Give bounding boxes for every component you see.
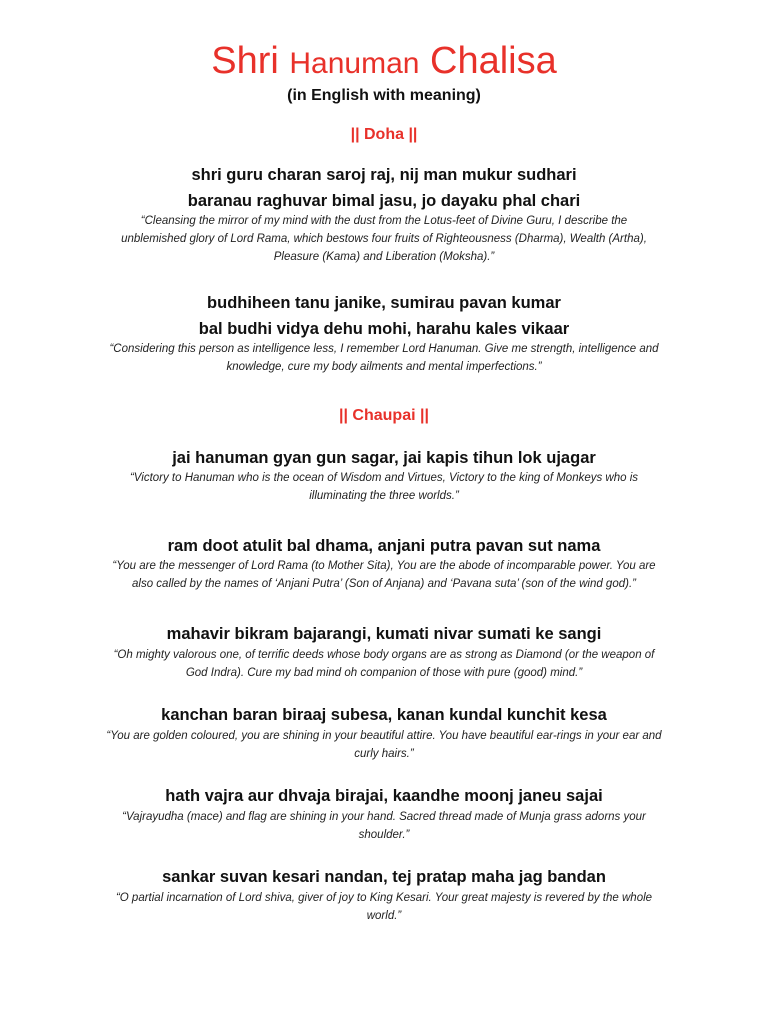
chaupai-2-meaning-line-2: also called by the names of ‘Anjani Putra’ (Son of Anjana) and ‘Pavana suta’ (son of the wind god).”: [132, 578, 636, 590]
title-word-hanuman: Hanuman: [289, 47, 420, 80]
title-word-chalisa: Chalisa: [430, 40, 557, 82]
chaupai-4-meaning-line-2: curly hairs.”: [354, 748, 414, 760]
doha-1-line-1: shri guru charan saroj raj, nij man mukur sudhari: [191, 166, 577, 184]
section-heading-doha: || Doha ||: [350, 126, 418, 143]
title-word-shri: Shri: [211, 40, 279, 82]
doha-2-line-1: budhiheen tanu janike, sumirau pavan kumar: [207, 294, 561, 312]
chaupai-5-meaning-line-2: shoulder.”: [358, 829, 410, 841]
doha-1-meaning-line-3: Pleasure (Kama) and Liberation (Moksha).”: [273, 251, 495, 263]
chaupai-4-line: kanchan baran biraaj subesa, kanan kundal kunchit kesa: [161, 706, 607, 724]
page-subtitle: (in English with meaning): [287, 87, 481, 104]
page-title: [40, 38, 728, 87]
section-heading-chaupai: || Chaupai ||: [339, 407, 429, 424]
chaupai-3-meaning-line-1: “Oh mighty valorous one, of terrific deeds whose body organs are as strong as Diamond (or the weapon of: [113, 649, 655, 661]
chaupai-3-line: mahavir bikram bajarangi, kumati nivar sumati ke sangi: [166, 625, 602, 643]
chaupai-2-line: ram doot atulit bal dhama, anjani putra pavan sut nama: [167, 537, 601, 555]
chaupai-5-line: hath vajra aur dhvaja birajai, kaandhe moonj janeu sajai: [165, 787, 603, 805]
chaupai-1-line: jai hanuman gyan gun sagar, jai kapis tihun lok ujagar: [172, 449, 596, 467]
chaupai-1-meaning-line-1: “Victory to Hanuman who is the ocean of Wisdom and Virtues, Victory to the king of Monkeys who is: [129, 472, 639, 484]
chaupai-6-meaning-line-2: world.”: [366, 910, 402, 922]
doha-2-line-2: bal budhi vidya dehu mohi, harahu kales vikaar: [198, 320, 570, 338]
doha-1-meaning-line-2: unblemished glory of Lord Rama, which bestows four fruits of Righteousness (Dharma), Wealth (Artha),: [121, 233, 647, 245]
chaupai-5-meaning-line-1: “Vajrayudha (mace) and flag are shining in your hand. Sacred thread made of Munja grass adorns your: [122, 811, 646, 823]
chaupai-4-meaning-line-1: “You are golden coloured, you are shining in your beautiful attire. You have beautiful ear-rings in your ear and: [106, 730, 662, 742]
doha-1-meaning-line-1: “Cleansing the mirror of my mind with the dust from the Lotus-feet of Divine Guru, I describe the: [140, 215, 628, 227]
chaupai-6-line: sankar suvan kesari nandan, tej pratap maha jag bandan: [162, 868, 606, 886]
chaupai-2-meaning-line-1: “You are the messenger of Lord Rama (to Mother Sita), You are the abode of incomparable power. You are: [112, 560, 656, 572]
chaupai-3-meaning-line-2: God Indra). Cure my bad mind oh companion of those with pure (good) mind.”: [185, 667, 583, 679]
doha-2-meaning-line-1: “Considering this person as intelligence less, I remember Lord Hanuman. Give me strength, intelligence and: [109, 343, 659, 355]
chaupai-1-meaning-line-2: illuminating the three worlds.”: [309, 490, 459, 502]
doha-2-meaning-line-2: knowledge, cure my body ailments and mental imperfections.”: [226, 361, 542, 373]
chaupai-6-meaning-line-1: “O partial incarnation of Lord shiva, giver of joy to King Kesari. Your great majesty is revered by the whole: [115, 892, 653, 904]
doha-1-line-2: baranau raghuvar bimal jasu, jo dayaku phal chari: [187, 192, 581, 210]
